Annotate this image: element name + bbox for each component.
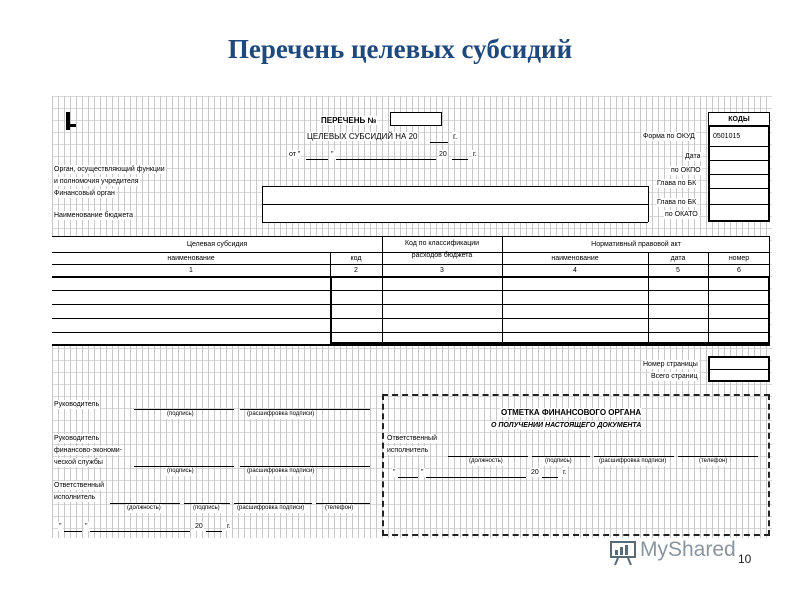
- codes-header: КОДЫ: [708, 112, 770, 126]
- okpo-label: по ОКПО: [671, 167, 701, 174]
- page-number: 10: [738, 552, 752, 566]
- executor-decoding-caption: (расшифровка подписи): [237, 505, 305, 511]
- list-label: ПЕРЕЧЕНЬ №: [321, 116, 377, 125]
- total-pages-label: Всего страниц: [651, 373, 698, 380]
- page-number-label: Номер страницы: [643, 361, 698, 368]
- table-data-area: [330, 276, 770, 344]
- list-year-suffix: г.: [453, 132, 458, 141]
- form-logo-icon: [66, 112, 76, 130]
- list-subtitle: ЦЕЛЕВЫХ СУБСИДИЙ НА 20: [307, 132, 418, 141]
- col-header-code: код: [350, 255, 362, 262]
- col-num-3: 3: [440, 267, 444, 274]
- fin-mark-phone-caption: (телефон): [699, 458, 728, 464]
- date-year-suffix: г.: [473, 151, 477, 158]
- head-signature-caption: (подпись): [167, 411, 194, 417]
- list-number-field[interactable]: [390, 112, 442, 126]
- bk-label-2: Глава по БК: [657, 199, 697, 206]
- head-label: Руководитель: [54, 401, 100, 408]
- head-decoding-caption: (расшифровка подписи): [247, 411, 315, 417]
- fin-mark-title: ОТМЕТКА ФИНАНСОВОГО ОРГАНА: [501, 408, 642, 417]
- okud-code: 0501015: [713, 133, 741, 140]
- fin-mark-subtitle: О ПОЛУЧЕНИИ НАСТОЯЩЕГО ДОКУМЕНТА: [491, 422, 642, 429]
- col-header-act-name: наименование: [551, 255, 599, 262]
- sig-date-year: 20: [195, 523, 203, 530]
- fin-head-label-3: ческой службы: [54, 459, 103, 466]
- col-num-6: 6: [737, 267, 741, 274]
- executor-label-1: Ответственный: [54, 482, 104, 489]
- col-num-4: 4: [573, 267, 577, 274]
- col-header-number: номер: [728, 255, 750, 262]
- bk-label-1: Глава по БК: [657, 180, 697, 187]
- slide-title: Перечень целевых субсидий: [227, 34, 573, 64]
- col-header-name: наименование: [167, 255, 215, 262]
- fin-mark-signature-caption: (подпись): [545, 458, 572, 464]
- sig-date-quote-close: ": [85, 523, 88, 530]
- org-founder-label-1: Орган, осуществляющий функции: [54, 166, 165, 173]
- date-code-label: Дата: [685, 153, 701, 160]
- fin-decoding-caption: (расшифровка подписи): [247, 468, 315, 474]
- budget-name-label: Наименование бюджета: [54, 212, 134, 219]
- executor-label-2: исполнитель: [54, 494, 96, 501]
- date-from-label: от ": [289, 151, 301, 158]
- date-quote: ": [331, 151, 334, 158]
- fin-mark-exec-2: исполнитель: [387, 447, 429, 454]
- col-group-classification-2: расходов бюджета: [411, 252, 473, 259]
- fin-head-label-2: финансово-экономи-: [54, 447, 123, 454]
- col-num-5: 5: [676, 267, 680, 274]
- executor-phone-caption: (телефон): [325, 505, 354, 511]
- fin-mark-date-year: 20: [531, 469, 539, 476]
- col-group-subsidy: Целевая субсидия: [186, 241, 248, 248]
- fin-mark-date-quote-open: ": [393, 469, 396, 476]
- col-group-act: Нормативный правовой акт: [591, 241, 681, 248]
- fin-signature-caption: (подпись): [167, 468, 194, 474]
- okud-label: Форма по ОКУД: [643, 133, 695, 140]
- org-founder-label-2: и полномочия учредителя: [54, 178, 139, 185]
- col-num-1: 1: [189, 267, 193, 274]
- fin-mark-decoding-caption: (расшифровка подписи): [599, 458, 667, 464]
- col-header-date: дата: [670, 255, 686, 262]
- col-group-classification-1: Код по классификации: [404, 240, 480, 247]
- col-num-2: 2: [354, 267, 358, 274]
- executor-signature-caption: (подпись): [193, 505, 220, 511]
- fin-organ-label: Финансовый орган: [54, 190, 115, 197]
- date-year-prefix: 20: [439, 151, 447, 158]
- fin-mark-position-caption: (должность): [469, 458, 503, 464]
- fin-mark-date-quote-close: ": [421, 469, 424, 476]
- presentation-icon: [610, 540, 636, 566]
- fin-head-label-1: Руководитель: [54, 435, 100, 442]
- sig-date-quote-open: ": [59, 523, 62, 530]
- sig-date-year-suffix: г.: [227, 523, 231, 530]
- okato-label: по ОКАТО: [665, 211, 698, 218]
- executor-position-caption: (должность): [127, 505, 161, 511]
- fin-mark-exec-1: Ответственный: [387, 435, 437, 442]
- watermark-text: MyShared: [640, 538, 736, 561]
- fin-mark-date-year-suffix: г.: [563, 469, 567, 476]
- form-sheet: [52, 96, 772, 538]
